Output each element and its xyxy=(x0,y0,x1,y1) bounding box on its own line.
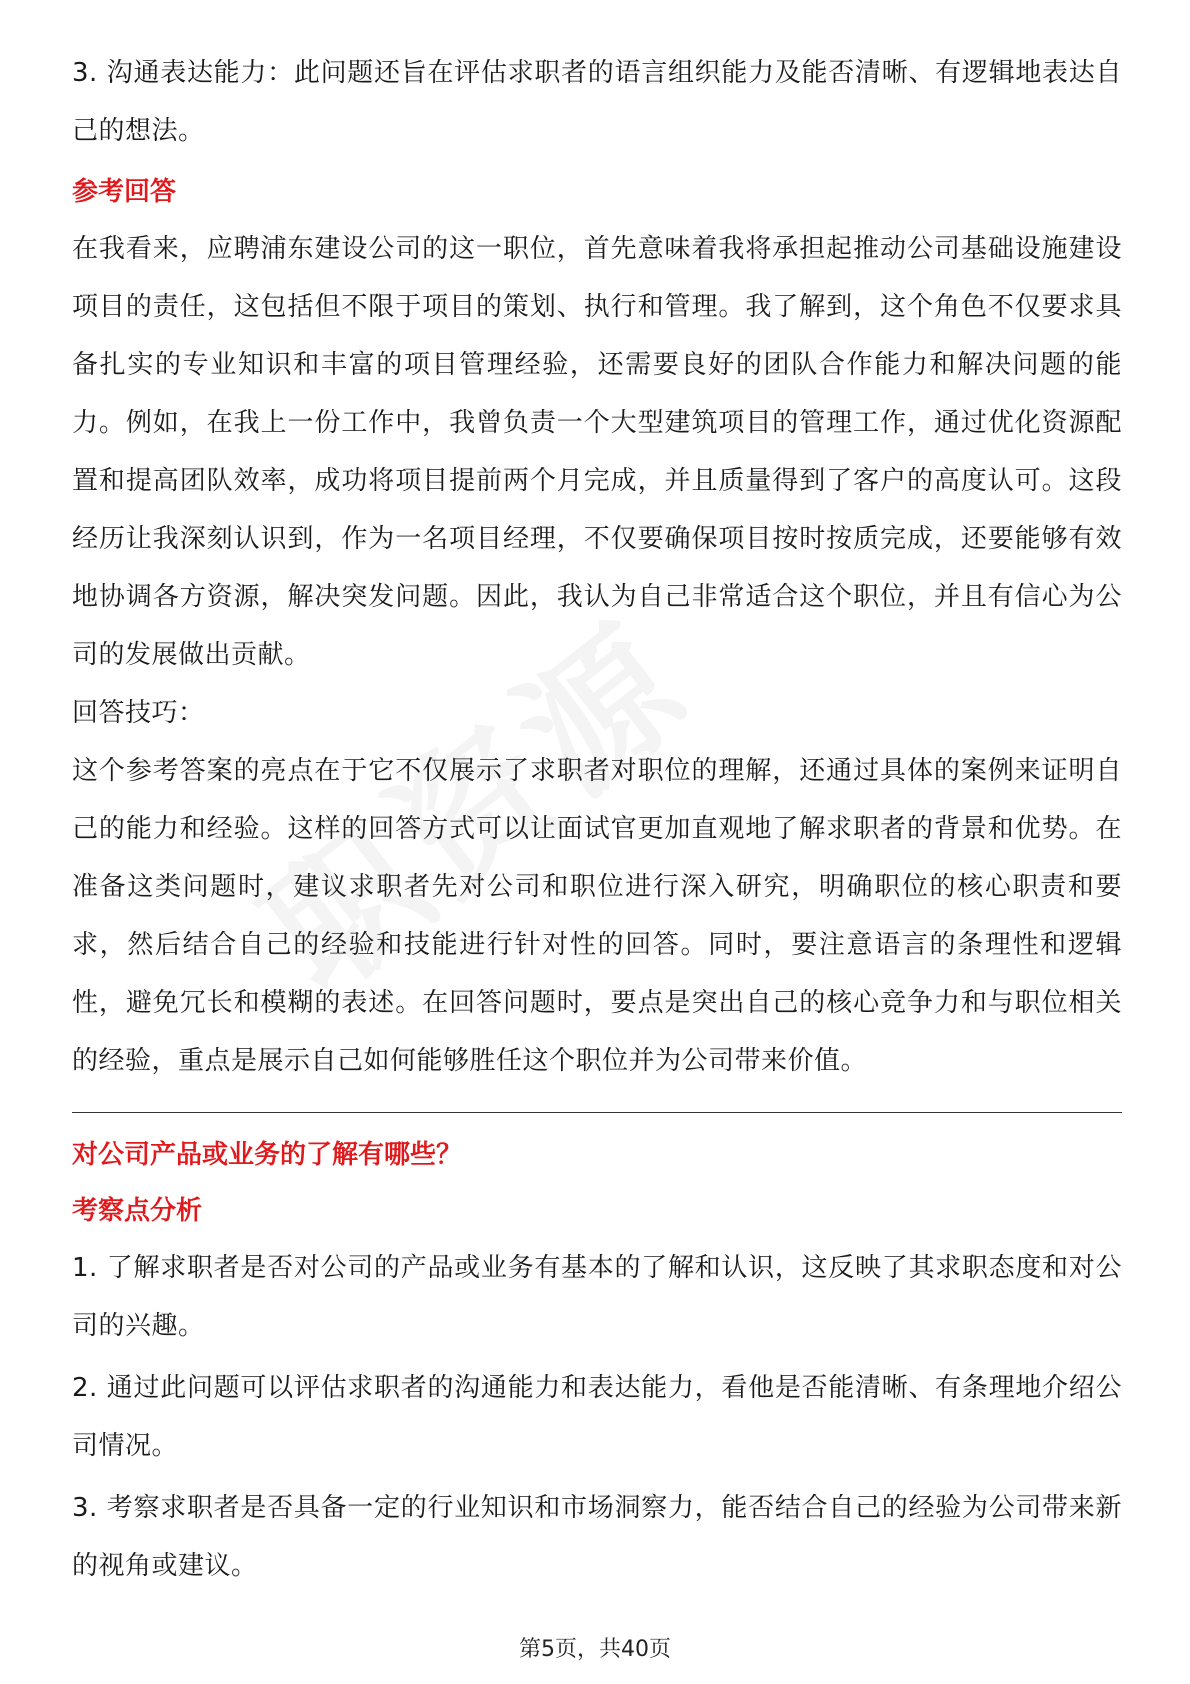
analysis-item-3: 3. 沟通表达能力：此问题还旨在评估求职者的语言组织能力及能否清晰、有逻辑地表达自己的想法。 xyxy=(72,58,1122,146)
analysis-heading: 考察点分析 xyxy=(72,1196,203,1226)
reference-answer-text: 在我看来，应聘浦东建设公司的这一职位，首先意味着我将承担起推动公司基础设施建设项目的责任，这包括但不限于项目的策划、执行和管理。我了解到，这个角色不仅要求具备扎实的专业知识和丰富的项目管理经验，还需要良好的团队合作能力和解决问题的能力。例如，在我上一份工作中，我曾负责一个大型建筑项目的管理工作，通过优化资源配置和提高团队效率，成功将项目提前两个月完成，并且质量得到了客户的高度认可。这段经历让我深刻认识到，作为一名项目经理，不仅要确保项目按时按质完成，还要能够有效地协调各方资源，解决突发问题。因此，我认为自己非常适合这个职位，并且有信心为公司的发展做出贡献。 xyxy=(72,234,1122,670)
page-number: 第5页，共40页 xyxy=(519,1637,671,1662)
analysis-item-1: 1. 了解求职者是否对公司的产品或业务有基本的了解和认识，这反映了其求职态度和对公司的兴趣。 xyxy=(72,1253,1122,1341)
answer-tips-label: 回答技巧： xyxy=(72,698,205,728)
section-divider xyxy=(72,1112,1122,1113)
question-title: 对公司产品或业务的了解有哪些？ xyxy=(72,1140,463,1170)
analysis-item-3b: 3. 考察求职者是否具备一定的行业知识和市场洞察力，能否结合自己的经验为公司带来新的视角或建议。 xyxy=(72,1493,1122,1581)
answer-tips-text: 这个参考答案的亮点在于它不仅展示了求职者对职位的理解，还通过具体的案例来证明自己的能力和经验。这样的回答方式可以让面试官更加直观地了解求职者的背景和优势。在准备这类问题时，建议求职者先对公司和职位进行深入研究，明确职位的核心职责和要求，然后结合自己的经验和技能进行针对性的回答。同时，要注意语言的条理性和逻辑性，避免冗长和模糊的表述。在回答问题时，要点是突出自己的核心竞争力和与职位相关的经验，重点是展示自己如何能够胜任这个职位并为公司带来价值。 xyxy=(72,756,1122,1076)
analysis-item-2: 2. 通过此问题可以评估求职者的沟通能力和表达能力，看他是否能清晰、有条理地介绍公司情况。 xyxy=(72,1373,1122,1461)
document-page xyxy=(72,44,1122,1599)
reference-answer-heading: 参考回答 xyxy=(72,177,177,207)
